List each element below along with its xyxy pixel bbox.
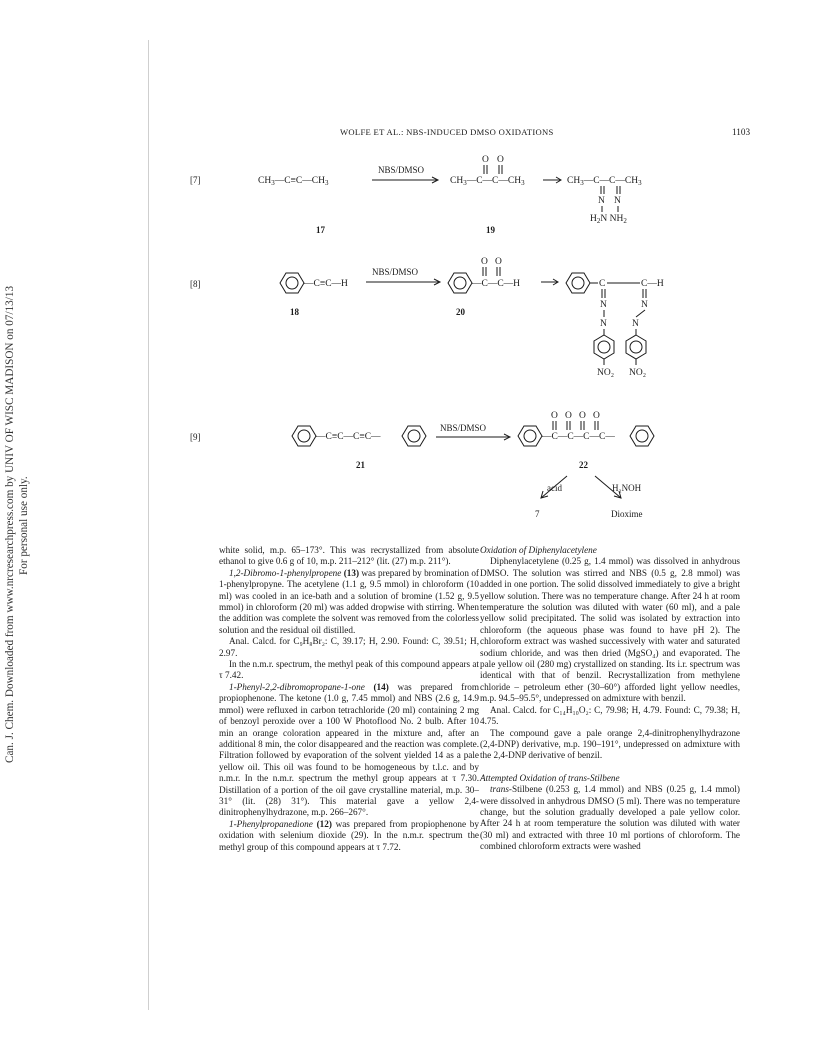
benzene-ring-21b <box>402 426 426 446</box>
paragraph-compound-14: 1-Phenyl-2,2-dibromopropane-1-one (14) was prepared from propiophenone. The ketone (1.0 g, 7.45 mmol) and NBS (2.6 g, 14.9 mmol) were refluxed in carbon tetrachloride (20 ml) containing 2 mg of benzoyl peroxide over a 100 W Photoflood No. 2 bulb. After 10 min an orange coloration appeared in the mixture and, after an additional 8 min, the color disappeared and the reaction was complete. Filtration followed by evaporation of the solvent yielded 14 as a pale yellow oil. This oil was found to be homogeneous by t.l.c. and by n.m.r. In the n.m.r. spectrum the methyl group appears at τ 7.30. Distillation of a portion of the oil gave crystalline material, m.p. 30–31° (lit. (28) 31°). This material gave a yellow 2,4-dinitrophenylhydrazone, m.p. 266–267°. <box>219 681 480 818</box>
butyne-structure: $CH_3—C\equiv C—CH_3$ <box>258 176 329 187</box>
nitro-group-2: NO₂ <box>629 368 647 378</box>
diphenylbutadiyne-structure: —C≡C—C≡C— <box>316 432 381 442</box>
branch-reagent-hydroxylamine: H₂NOH <box>612 483 642 493</box>
compound-label-18: 18 <box>290 307 299 317</box>
branch-product-dioxime: Dioxime <box>611 509 643 519</box>
paragraph-stilbene: trans-Stilbene (0.253 g, 1.4 mmol) and NBS (0.25 g, 1.4 mmol) were dissolved in anhydrous DMSO (5 ml). There was no temperature change, but the solution gradually developed a pale yellow color. After 24 h at room temperature the solution was diluted with water (30 ml) and extracted with three 10 ml portions of chloroform. The combined chloroform extracts were washed <box>480 784 740 852</box>
svg-text:O: O <box>497 155 504 165</box>
section-heading-diphenylacetylene: Oxidation of Diphenylacetylene <box>480 545 597 555</box>
compound-label-17: 17 <box>316 225 325 235</box>
right-column <box>480 545 740 853</box>
tetraketone-structure: —C—C—C—C— <box>542 432 615 442</box>
nitrophenyl-ring-1 <box>594 335 614 359</box>
benzene-ring-20 <box>448 273 472 293</box>
svg-text:N: N <box>632 319 639 329</box>
scheme-8 <box>190 257 664 378</box>
equation-number-8: [8] <box>190 279 201 289</box>
left-column <box>219 545 479 853</box>
phenylglyoxal-structure: —C—C—H <box>472 279 521 289</box>
paragraph-compound-12: 1-Phenylpropanedione (12) was prepared from propiophenone by oxidation with selenium dioxide (29). In the n.m.r. spectrum the methyl group of this compound appears at τ 7.72. <box>219 818 479 852</box>
equation-number-7: [7] <box>190 175 201 185</box>
nitrophenyl-ring-2 <box>626 335 646 359</box>
scheme-7 <box>190 155 642 235</box>
branch-reagent-acid: acid <box>547 483 562 493</box>
paragraph-10-recrystallization: white solid, m.p. 65–173°. This was recrystallized from absolute ethanol to give 0.6 g of 10, m.p. 211–212° (lit. (27) m.p. 211°). <box>219 545 479 567</box>
running-title: WOLFE ET AL.: NBS-INDUCED DMSO OXIDATIONS <box>340 127 554 137</box>
svg-text:C—H: C—H <box>641 279 664 289</box>
compound-label-22: 22 <box>579 460 588 470</box>
reagent-eq9: NBS/DMSO <box>440 423 487 433</box>
reagent-eq7: NBS/DMSO <box>378 165 425 175</box>
svg-text:N: N <box>614 196 621 206</box>
branch-product-7: 7 <box>535 509 540 519</box>
svg-text:N: N <box>641 300 648 310</box>
svg-text:C: C <box>599 279 606 289</box>
svg-text:O: O <box>593 411 600 421</box>
dihydrazone-structure: $CH_3—C—C—CH_3$ <box>567 176 642 187</box>
paragraph-diphenylacetylene: Diphenylacetylene (0.25 g, 1.4 mmol) was dissolved in anhydrous DMSO. The solution was stirred and NBS (0.5 g, 2.8 mmol) was added in one portion. The solid dissolved immediately to give a bright yellow solution. There was no temperature change. After 24 h at room temperature the solution was diluted with water (60 ml), and a pale yellow solid precipitated. The solid was isolated by extraction into chloroform (the aqueous phase was found to have pH 2). The chloroform extract was washed successively with water and saturated sodium chloride, and was then dried (MgSO₄) and evaporated. The pale yellow oil (280 mg) crystallized on standing. Its i.r. spectrum was identical with that of benzil. Recrystallization from methylene chloride – petroleum ether (30–60°) afforded light yellow needles, m.p. 94.5–95.5°, undepressed on admixture with benzil. <box>480 556 740 704</box>
section-heading-stilbene: Attempted Oxidation of trans-Stilbene <box>480 772 620 783</box>
paragraph-anal-benzil: Anal. Calcd. for C₁₄H₁₀O₂: C, 79.98; H, 4.79. Found: C, 79.38; H, 4.75. <box>480 704 740 727</box>
benzene-ring-18 <box>280 273 304 293</box>
compound-label-21: 21 <box>356 460 365 470</box>
svg-text:O: O <box>481 257 488 267</box>
svg-text:H2N NH2: $H_2N$ $NH_2$ <box>590 214 627 225</box>
paragraph-compound-13: 1,2-Dibromo-1-phenylpropene (13) was prepared by bromination of 1-phenylpropyne. The acetylene (1.1 g, 9.5 mmol) in chloroform (10 ml) was cooled in an ice-bath and a solution of bromine (1.52 g, 9.5 mmol) in chloroform (20 ml) was added dropwise with stirring. When the addition was complete the solvent was removed from the colorless solution and the residual oil distilled. <box>219 567 479 635</box>
watermark-line-1: Can. J. Chem. Downloaded from www.nrcresearchpress.com by UNIV OF WISC MADISON on 07/13/13 <box>4 285 16 763</box>
svg-text:N: N <box>600 300 607 310</box>
benzene-ring-osazone <box>566 273 590 293</box>
equation-number-9: [9] <box>190 432 201 442</box>
scheme-9 <box>190 411 654 519</box>
svg-text:N: N <box>600 319 607 329</box>
benzene-ring-22b <box>630 426 654 446</box>
paragraph-anal-13: Anal. Calcd. for C₉H₈Br₂: C, 39.17; H, 2.90. Found: C, 39.51; H, 2.97. <box>219 636 479 658</box>
paragraph-dnp-derivative: The compound gave a pale orange 2,4-dinitrophenylhydrazone (2,4-DNP) derivative, m.p. 190–191°, undepressed on admixture with the 2,4-DNP derivative of benzil. <box>480 727 740 761</box>
svg-text:O: O <box>565 411 572 421</box>
svg-text:O: O <box>482 155 489 165</box>
watermark-line-2: For personal use only. <box>18 476 30 575</box>
dione-structure: $CH_3—C—C—CH_3$ <box>450 176 525 187</box>
svg-text:O: O <box>551 411 558 421</box>
reagent-eq8: NBS/DMSO <box>372 267 419 277</box>
paragraph-nmr-13: In the n.m.r. spectrum, the methyl peak of this compound appears at τ 7.42. <box>219 659 479 681</box>
svg-text:O: O <box>495 257 502 267</box>
svg-text:O: O <box>579 411 586 421</box>
compound-label-20: 20 <box>456 307 465 317</box>
nitro-group-1: NO₂ <box>597 368 615 378</box>
benzene-ring-21a <box>292 426 316 446</box>
phenylacetylene-structure: —C≡C—H <box>304 279 348 289</box>
page-number: 1103 <box>732 127 751 137</box>
benzene-ring-22a <box>518 426 542 446</box>
compound-label-19: 19 <box>486 225 495 235</box>
svg-text:N: N <box>598 196 605 206</box>
